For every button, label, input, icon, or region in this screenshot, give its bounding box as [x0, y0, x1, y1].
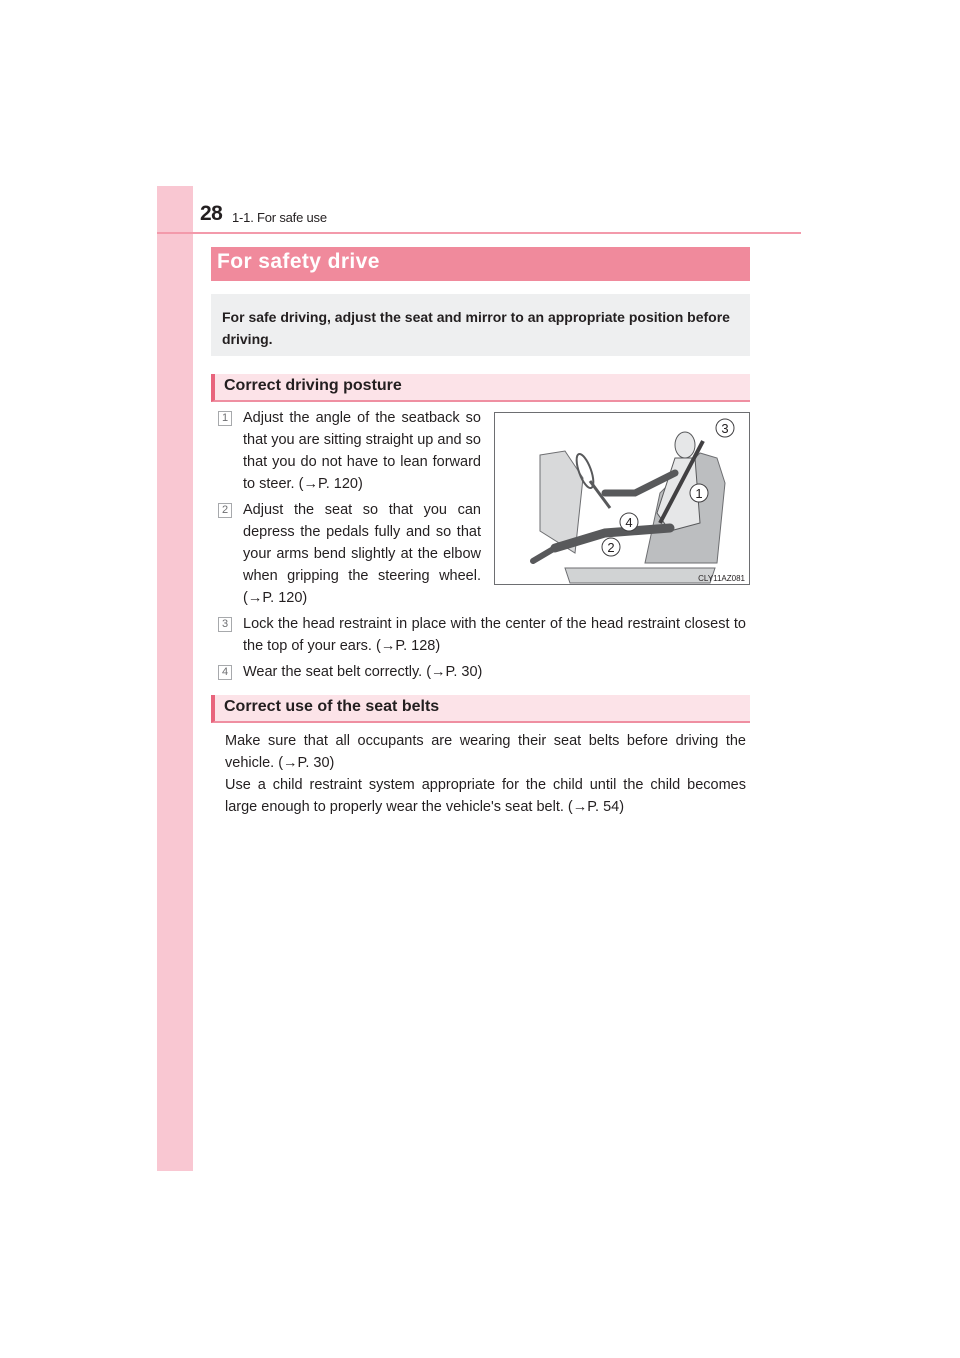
seatbelts-paragraph-1: Make sure that all occupants are wearing their seat belts before driving the vehicle. (→P. 30) [225, 733, 746, 771]
diagram-callout-4: 4 [625, 515, 633, 530]
seatbelts-heading: Correct use of the seat belts [224, 698, 440, 715]
posture-item-2: Adjust the seat so that you can depress the pedals fully and so that your arms bend slightly at the elbow when gripping the steering wheel. (→P. 120) [243, 502, 481, 606]
driving-posture-illustration [495, 413, 749, 584]
title-bar [211, 247, 750, 281]
item-marker-2: 2 [218, 503, 232, 518]
diagram-callout-3: 3 [721, 421, 729, 436]
page-number: 28 [200, 202, 223, 225]
section-reference: 1-1. For safe use [232, 210, 327, 225]
side-tab-strip [157, 186, 193, 1171]
diagram-code: CLY11AZ081 [698, 574, 745, 583]
header-rule [157, 232, 801, 234]
intro-text: For safe driving, adjust the seat and mirror to an appropriate position before driving. [222, 309, 730, 347]
posture-item-3: Lock the head restraint in place with the center of the head restraint closest to the top of your ears. (→P. 128) [243, 616, 746, 654]
diagram-callout-1: 1 [695, 486, 703, 501]
seatbelts-heading-bar [211, 695, 750, 723]
diagram-callout-2: 2 [607, 540, 615, 555]
posture-item-4: Wear the seat belt correctly. (→P. 30) [243, 664, 483, 680]
item-marker-4: 4 [218, 665, 232, 680]
posture-heading: Correct driving posture [224, 377, 402, 394]
page-title: For safety drive [217, 250, 380, 273]
seatbelts-paragraph-2: Use a child restraint system appropriate for the child until the child becomes large enough to properly wear the vehicle's seat belt. (→P. 54) [225, 777, 746, 815]
intro-box [211, 294, 750, 356]
item-marker-3: 3 [218, 617, 232, 632]
posture-heading-bar [211, 374, 750, 402]
driving-posture-diagram [494, 412, 750, 585]
posture-item-1: Adjust the angle of the seatback so that you are sitting straight up and so that you do not have to lean forward to steer. (→P. 120) [243, 410, 481, 492]
item-marker-1: 1 [218, 411, 232, 426]
